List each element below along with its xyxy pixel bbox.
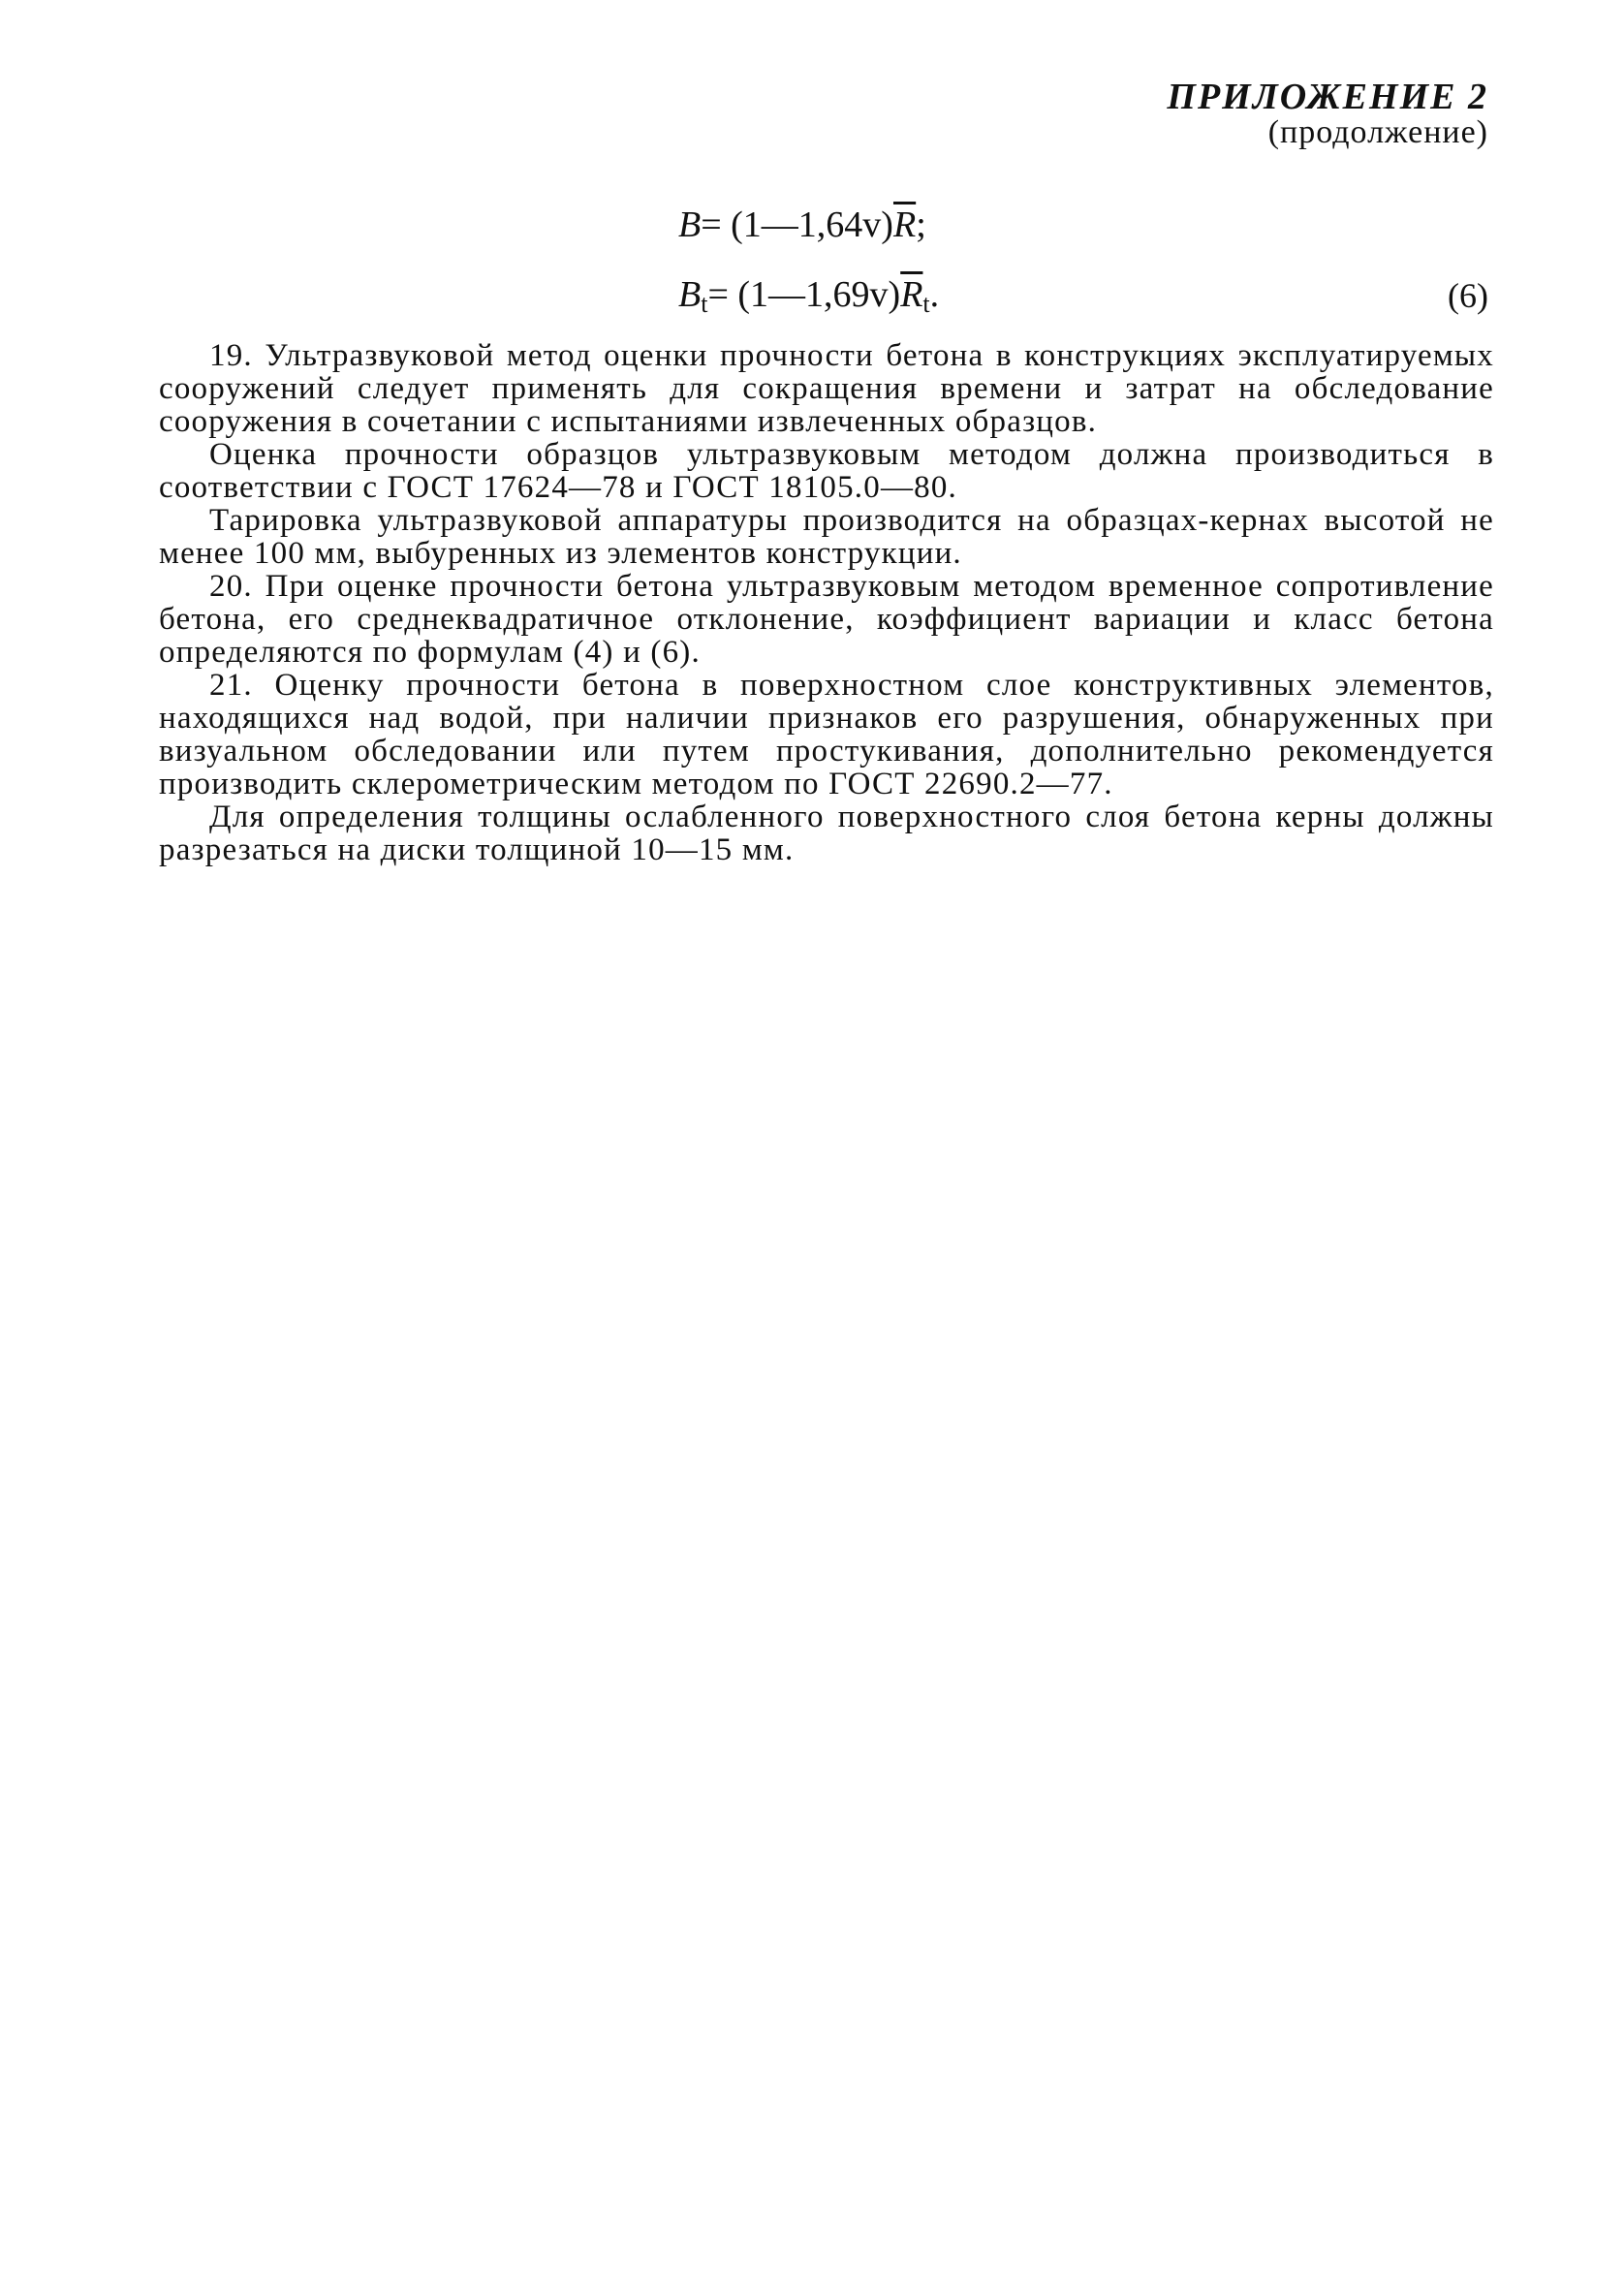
formula-b bbox=[678, 204, 926, 246]
formula-bt-expression: = (1—1,69v) bbox=[707, 274, 901, 315]
paragraph-19-assessment: Оценка прочности образцов ультразвуковым методом должна производиться в соответствии с ГОСТ 17624—78 и ГОСТ 18105.0—80. bbox=[159, 437, 1494, 505]
formula-b-lhs: B bbox=[678, 204, 702, 245]
appendix-subtitle: (продолжение) bbox=[1267, 114, 1488, 150]
formula-bt-lhs: B bbox=[678, 274, 702, 315]
formula-b-end: ; bbox=[916, 204, 926, 245]
formula-bt bbox=[678, 273, 939, 319]
formula-b-mean-r: $\overline{R}$ bbox=[892, 204, 917, 245]
formula-bt-end: . bbox=[929, 274, 940, 315]
body-text bbox=[159, 339, 1494, 866]
equation-number: (6) bbox=[1448, 276, 1488, 315]
paragraph-19: 19. Ультразвуковой метод оценки прочности бетона в конструкциях эксплуатируемых сооружений следует применять для сокращения времени и затрат на обследование сооружения в сочетании с испытаниями извлеченных образцов. bbox=[159, 338, 1494, 439]
formula-b-expression: = (1—1,64v) bbox=[701, 204, 893, 245]
paragraph-21-thickness: Для определения толщины ослабленного поверхностного слоя бетона керны должны разрезаться на диски толщиной 10—15 мм. bbox=[159, 800, 1494, 867]
formula-bt-subscript: t bbox=[701, 290, 708, 318]
paragraph-19-calibration: Тарировка ультразвуковой аппаратуры производится на образцах-кернах высотой не менее 100 мм, выбуренных из элементов конструкции. bbox=[159, 503, 1494, 571]
appendix-title: ПРИЛОЖЕНИЕ 2 bbox=[1167, 77, 1488, 117]
paragraph-20: 20. При оценке прочности бетона ультразвуковым методом временное сопротивление бетона, его среднеквадратичное отклонение, коэффициент вариации и класс бетона определяются по формулам (4) и (6). bbox=[159, 569, 1494, 670]
formula-bt-mean-r: $\overline{R}$ bbox=[900, 274, 923, 315]
formula-bt-r-subscript: t bbox=[922, 290, 930, 318]
paragraph-21: 21. Оценку прочности бетона в поверхностном слое конструктивных элементов, находящихся над водой, при наличии признаков его разрушения, обнаруженных при визуальном обследовании или путем простукивания, дополнительно рекомендуется производить склерометрическим методом по ГОСТ 22690.2—77. bbox=[159, 668, 1494, 801]
